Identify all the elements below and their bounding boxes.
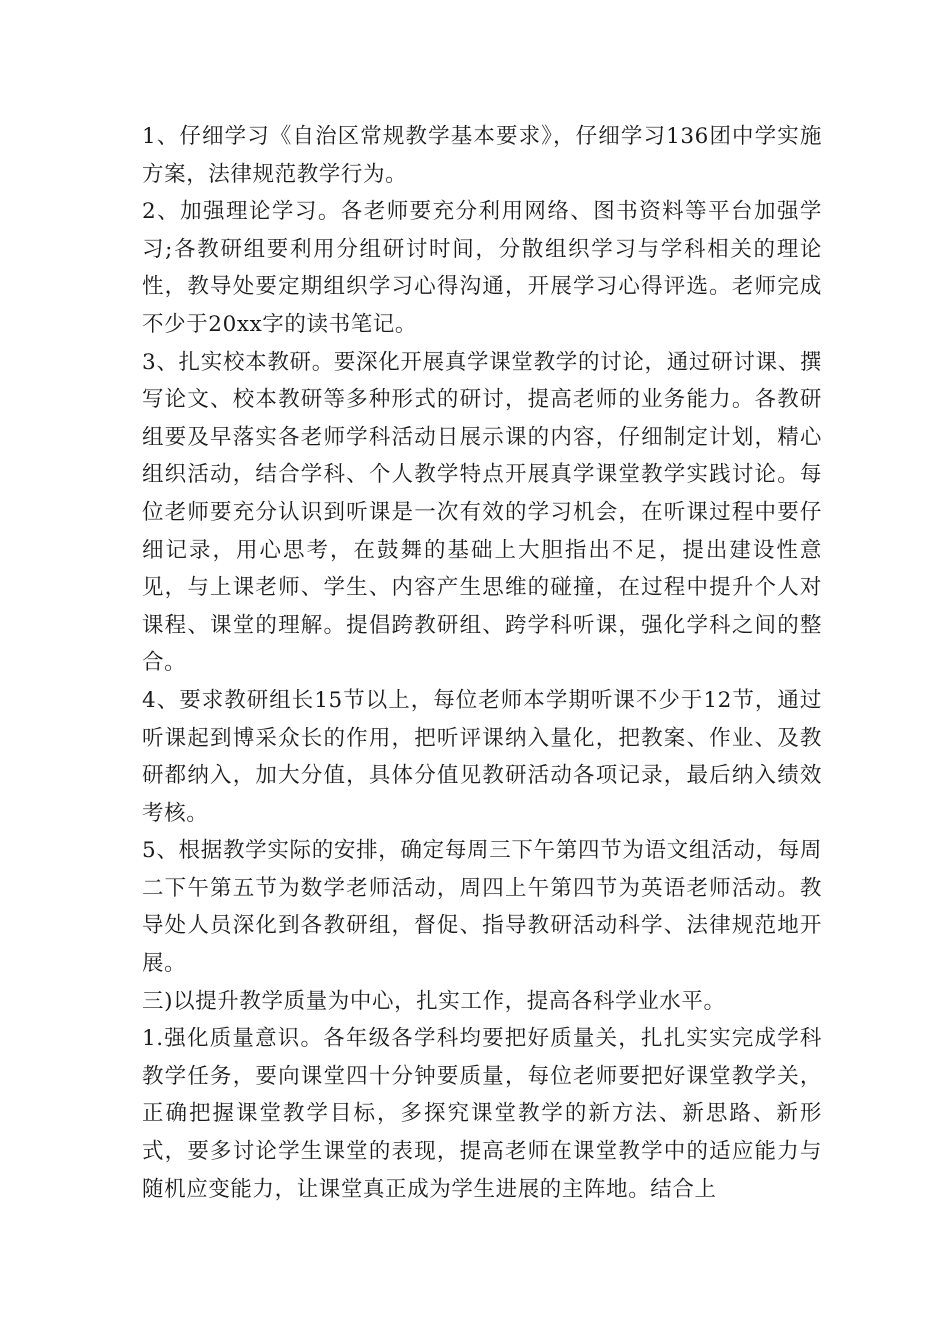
paragraph-1: 1、仔细学习《自治区常规教学基本要求》，仔细学习136团中学实施方案，法律规范教学行为。	[142, 124, 822, 187]
paragraph-6: 1.强化质量意识。各年级各学科均要把好质量关，扎扎实实完成学科教学任务，要向课堂四十分钟要质量，每位老师要把好课堂教学关，正确把握课堂教学目标，多探究课堂教学的新方法、新思路、新形式，要多讨论学生课堂的表现，提高老师在课堂教学中的适应能力与随机应变能力，让课堂真正成为学生进展的主阵地。结合上	[142, 1026, 822, 1202]
paragraph-3: 3、扎实校本教研。要深化开展真学课堂教学的讨论，通过研讨课、撰写论文、校本教研等多种形式的研讨，提高老师的业务能力。各教研组要及早落实各老师学科活动日展示课的内容，仔细制定计划，精心组织活动，结合学科、个人教学特点开展真学课堂教学实践讨论。每位老师要充分认识到听课是一次有效的学习机会，在听课过程中要仔细记录，用心思考，在鼓舞的基础上大胆指出不足，提出建设性意见，与上课老师、学生、内容产生思维的碰撞，在过程中提升个人对课程、课堂的理解。提倡跨教研组、跨学科听课，强化学科之间的整合。	[142, 349, 822, 676]
paragraph-2: 2、加强理论学习。各老师要充分利用网络、图书资料等平台加强学习;各教研组要利用分组研讨时间，分散组织学习与学科相关的理论性，教导处要定期组织学习心得沟通，开展学习心得评选。老师完成不少于20xx字的读书笔记。	[142, 199, 822, 337]
paragraph-5: 5、根据教学实际的安排，确定每周三下午第四节为语文组活动，每周二下午第五节为数学老师活动，周四上午第四节为英语老师活动。教导处人员深化到各教研组，督促、指导教研活动科学、法律规范地开展。	[142, 838, 822, 977]
paragraph-4: 4、要求教研组长15节以上，每位老师本学期听课不少于12节，通过听课起到博采众长的作用，把听评课纳入量化，把教案、作业、及教研都纳入，加大分值，具体分值见教研活动各项记录，最后纳入绩效考核。	[142, 687, 822, 826]
section-heading: 三)以提升教学质量为中心，扎实工作，提高各科学业水平。	[142, 988, 726, 1014]
document-body	[142, 118, 822, 1208]
